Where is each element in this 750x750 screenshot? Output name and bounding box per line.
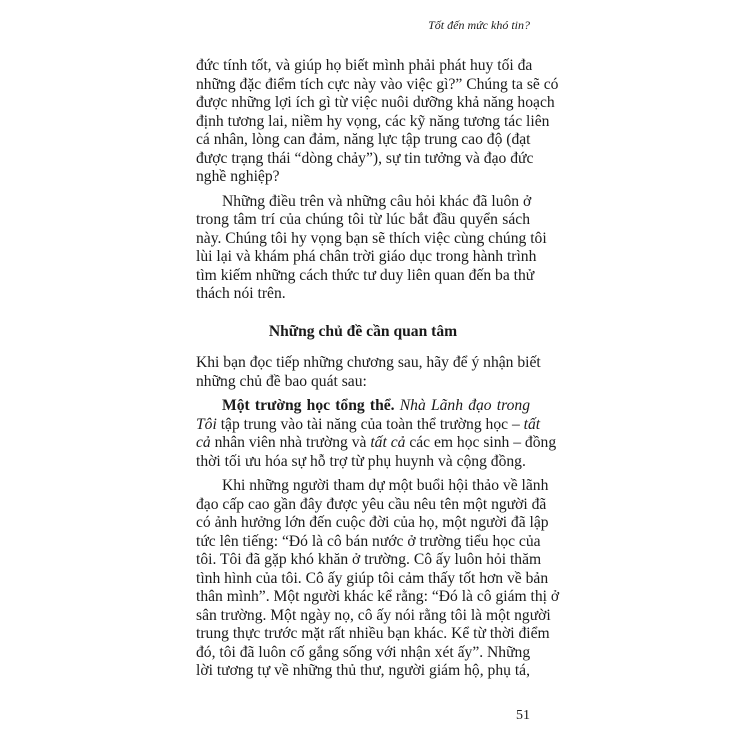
- text-run: đạo cấp cao gần đây được yêu cầu nêu tên một người đã: [196, 495, 547, 513]
- text-line: [196, 149, 534, 169]
- text-line: [196, 662, 530, 681]
- text-run: những chủ đề bao quát sau:: [196, 372, 367, 390]
- text-line: [196, 248, 537, 267]
- text-line: [196, 551, 542, 570]
- text-run: định tương lai, niềm hy vọng, các kỹ năng tương tác liên: [196, 112, 550, 130]
- text-line: [196, 606, 551, 626]
- text-run: trong tâm trí của chúng tôi từ lúc bắt đầu quyển sách: [196, 211, 530, 228]
- text-run: tình hình của tôi. Cô ấy giúp tôi cảm thấy tốt hơn về bản: [196, 569, 549, 587]
- paragraph: [196, 192, 547, 304]
- text-run: sân trường. Một ngày nọ, cô ấy nói rằng tôi là một người: [196, 606, 551, 624]
- text-line: [196, 373, 530, 392]
- text-line: [196, 285, 530, 304]
- text-run: thách nói trên.: [196, 285, 286, 302]
- text-run: tức lên tiếng: “Đó là cô bán nước ở trường tiểu học của: [196, 532, 541, 550]
- paragraph: [196, 57, 559, 187]
- text-run: tìm kiếm những cách thức tư duy liên quan đến ba thử: [196, 266, 535, 284]
- text-line: [196, 532, 541, 552]
- text-line: [196, 168, 530, 187]
- text-run: được những lợi ích gì từ việc nuôi dưỡng khả năng hoạch: [196, 94, 555, 111]
- text-line: [196, 229, 547, 249]
- text-run: có ảnh hưởng lớn đến cuộc đời của họ, một người đã lập: [196, 514, 549, 531]
- text-run: nghề nghiệp?: [196, 168, 280, 185]
- running-head: Tốt đến mức khó tin?: [428, 18, 530, 32]
- italic-text: Nhà Lãnh đạo trong: [399, 397, 530, 414]
- text-line: [196, 211, 530, 230]
- text-run: Những điều trên và những câu hỏi khác đã luôn ở: [222, 192, 532, 210]
- text-line: [196, 644, 530, 663]
- text-run: Khi những người tham dự một buổi hội thảo về lãnh: [222, 477, 549, 494]
- text-line: [196, 415, 541, 435]
- page-number: 51: [516, 708, 530, 723]
- text-run: Khi bạn đọc tiếp những chương sau, hãy để ý nhận biết: [196, 354, 541, 371]
- text-line: [196, 131, 530, 150]
- text-line: [196, 57, 533, 76]
- text-line: [196, 94, 555, 113]
- text-run: nhân viên nhà trường và: [210, 434, 371, 451]
- italic-text: Tôi: [196, 415, 217, 433]
- section-heading: Những chủ đề cần quan tâm: [268, 322, 458, 340]
- text-run: tập trung vào tài năng của toàn thể trường học –: [216, 415, 524, 433]
- text-run: trung thực trước mặt rất nhiều bạn khác. Kể từ thời điểm: [196, 625, 550, 642]
- paragraph: [196, 477, 560, 681]
- italic-text: cả: [196, 434, 211, 451]
- text-line: [196, 569, 549, 589]
- text-run: thời tối ưu hóa sự hỗ trợ từ phụ huynh và cộng đồng.: [196, 452, 526, 470]
- text-line: [196, 75, 559, 95]
- italic-text: tất cả: [370, 434, 406, 451]
- text-line: [196, 112, 550, 132]
- text-run: thân mình”. Một người khác kể rằng: “Đó là cô giám thị ở: [196, 588, 560, 605]
- text-line: [196, 495, 547, 515]
- text-run: những đặc điểm tích cực này vào việc gì?” Chúng ta sẽ có: [196, 75, 559, 93]
- text-run: được trạng thái “dòng chảy”), sự tin tưởng và đạo đức: [196, 149, 534, 167]
- text-run: các em học sinh – đồng: [405, 434, 557, 451]
- body-text: [196, 57, 560, 687]
- text-run: lùi lại và khám phá chân trời giáo dục trong hành trình: [196, 248, 537, 265]
- text-line: [196, 514, 549, 533]
- text-line: [196, 397, 530, 416]
- text-line: [196, 354, 541, 373]
- text-line: [196, 434, 557, 453]
- text-run: cá nhân, lòng can đảm, năng lực tập trung cao độ (đạt: [196, 131, 531, 148]
- italic-text: tất: [523, 415, 541, 433]
- text-line: [196, 477, 549, 496]
- text-run: đó, tôi đã luôn cố gắng sống với nhận xét ấy”. Những: [196, 643, 531, 661]
- text-line: [196, 625, 550, 644]
- paragraph: [196, 397, 557, 471]
- text-line: [196, 453, 530, 472]
- paragraph: [196, 354, 541, 391]
- text-run: lời tương tự về những thủ thư, người giám hộ, phụ tá,: [196, 662, 530, 679]
- text-line: [196, 588, 560, 607]
- text-run: đức tính tốt, và giúp họ biết mình phải phát huy tối đa: [196, 57, 533, 74]
- text-run: này. Chúng tôi hy vọng bạn sẽ thích việc cùng chúng tôi: [196, 229, 547, 247]
- text-run: tôi. Tôi đã gặp khó khăn ở trường. Cô ấy luôn hỏi thăm: [196, 551, 542, 568]
- text-line: [196, 193, 530, 212]
- bold-text: Một trường học tổng thể.: [222, 397, 395, 414]
- text-line: [196, 266, 535, 286]
